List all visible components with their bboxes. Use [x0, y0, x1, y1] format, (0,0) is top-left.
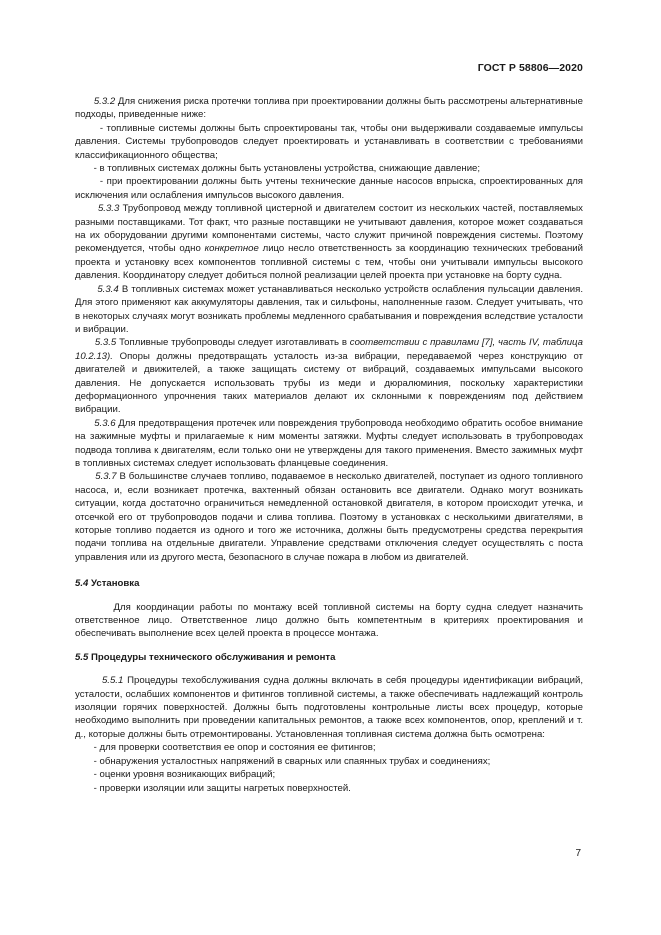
paragraph-text: В большинстве случаев топливо, подаваемое в несколько двигателей, поступает из одного топливного насоса, и, если возникает протечка, вахтенный обязан остановить все двигатели. Однако могут возникать ситуации, когда достаточно ограничиться немедленной остановкой двигателя, в котором происходит утечка, и отсечкой его от трубопроводов подачи и слива топлива. Поэтому в установках с несколькими двигателями, в которые топливо подается из одного и того же источника, должны быть предусмотрены средства перекрытия подачи топлива на отдельные двигатели. Управление средствами отключения следует осуществлять с поста управления или из другого места, безопасного в случае пожара в любом из двигателей. [75, 471, 583, 563]
section-heading-5-4 [75, 577, 583, 590]
list-item [75, 782, 583, 795]
paragraph-5-3-3 [75, 202, 583, 282]
list-item-text: - при проектировании должны быть учтены технические данные насосов впрыска, спроектированных для исключения или ослабления импульсов высокого давления. [75, 176, 583, 201]
list-item [75, 741, 583, 754]
section-number: 5.4 [75, 578, 89, 590]
clause-number: 5.3.2 [93, 96, 116, 107]
section-title: Процедуры технического обслуживания и ремонта [88, 651, 336, 663]
paragraph-text: Опоры должны предотвращать усталость из-за вибрации, передаваемой через конструкцию от двигателей и движителей, а также защищать систему от вибраций, создаваемых импульсами высокого давления. Не допускается использовать трубы из меди и дюралюминия, поскольку характеристики деформационного упрочнения таких материалов делают их склонными к повреждениям под действием вибрации. [75, 350, 583, 416]
paragraph-5-3-5 [75, 336, 583, 416]
reference-text: соответствии с правилами [7], часть IV, таблица 10.2.13). [75, 337, 583, 362]
paragraph-5-3-4 [75, 283, 583, 337]
paragraph-text: В топливных системах может устанавливаться несколько устройств ослабления пульсации давления. Для этого применяют как аккумуляторы давления, так и сильфоны, наполненные газом. Следует учитывать, что в некоторых случаях могут возникать проблемы медленного срабатывания и повреждения вследствие усталости и вибрации. [75, 283, 583, 335]
list-item [75, 175, 583, 202]
list-item-text: - оценки уровня возникающих вибраций; [93, 769, 276, 781]
paragraph-5-3-7 [75, 470, 583, 564]
paragraph-5-5-1 [75, 674, 583, 741]
paragraph-text: Для снижения риска протечки топлива при проектировании должны быть рассмотрены альтернативные подходы, приведенные ниже: [75, 96, 583, 121]
paragraph-text: Для предотвращения протечек или повреждения трубопровода необходимо обратить особое внимание на зажимные муфты и прилагаемые к ним моменты затяжки. Муфты следует использовать в трубопроводах подвода топлива к двигателям, если только они не утверждены для такого применения. Вместо зажимных муфт в топливных системах следует использовать фланцевые соединения. [75, 417, 583, 469]
list-item-text: - топливные системы должны быть спроектированы так, чтобы они выдерживали создаваемые импульсы давления. Системы трубопроводов следует проектировать и устанавливать в соответствии с требованиями классификационного общества; [75, 122, 583, 161]
list-item-text: - для проверки соответствия ее опор и состояния ее фитингов; [93, 742, 376, 754]
list-item-text: - обнаружения усталостных напряжений в сварных или спаянных трубах и соединениях; [93, 755, 491, 767]
page-number: 7 [575, 848, 581, 859]
clause-number: 5.5.1 [101, 675, 124, 687]
list-item-text: - в топливных системах должны быть установлены устройства, снижающие давление; [93, 163, 481, 175]
paragraph-text: лицо несло ответственность за координацию технических требований проекта и установку всех компонентов топливной системы с тем, чтобы они учитывали импульсы высокого давления. Координатору следует добиться полной реализации целей проекта при установке на борту судна. [75, 243, 583, 282]
section-heading-5-5 [75, 651, 583, 664]
document-body [75, 95, 583, 795]
paragraph-5-3-2 [75, 95, 583, 122]
paragraph-text: Процедуры техобслуживания судна должны включать в себя процедуры идентификации вибраций, усталости, ослабших компонентов и фитингов топливной системы, а также обеспечивать надлежащий контроль изоляции горячих поверхностей. Должны быть подготовлены контрольные листы всех процедур, которые необходимо выполнить при проведении капитальных ремонтов, а также всех компонентов, опор, креплений и т. д., которые должны быть отремонтированы. Установленная топливная система должна быть осмотрена: [75, 675, 583, 740]
paragraph-5-4 [75, 601, 583, 641]
list-item [75, 162, 583, 175]
emphasis-text: конкретное [204, 243, 259, 255]
document-code: ГОСТ Р 58806—2020 [477, 62, 583, 74]
list-item [75, 768, 583, 781]
list-item [75, 122, 583, 162]
clause-number: 5.3.4 [97, 283, 119, 295]
list-item [75, 755, 583, 768]
clause-number: 5.3.5 [94, 337, 117, 349]
section-number: 5.5 [75, 651, 89, 663]
clause-number: 5.3.3 [97, 203, 120, 215]
paragraph-text: Топливные трубопроводы следует изготавливать в [116, 337, 350, 349]
section-title: Установка [88, 578, 140, 590]
paragraph-text: Для координации работы по монтажу всей топливной системы на борту судна следует назначить ответственное лицо. Ответственное лицо должно быть компетентным в критериях проектирования и обеспечивать выполнение всех целей проекта в процессе монтажа. [75, 601, 583, 640]
paragraph-text: Трубопровод между топливной цистерной и двигателем состоит из нескольких частей, поставляемых разными поставщиками. Тот факт, что разные поставщики не учитывают давления, которое может создаваться на их оборудовании другими компонентами системы, часто служит причиной повреждения системы. Поэтому рекомендуется, чтобы одно [75, 203, 583, 255]
clause-number: 5.3.7 [95, 471, 117, 483]
list-item-text: - проверки изоляции или защиты нагретых поверхностей. [93, 782, 351, 794]
clause-number: 5.3.6 [94, 417, 116, 429]
paragraph-5-3-6 [75, 417, 583, 471]
